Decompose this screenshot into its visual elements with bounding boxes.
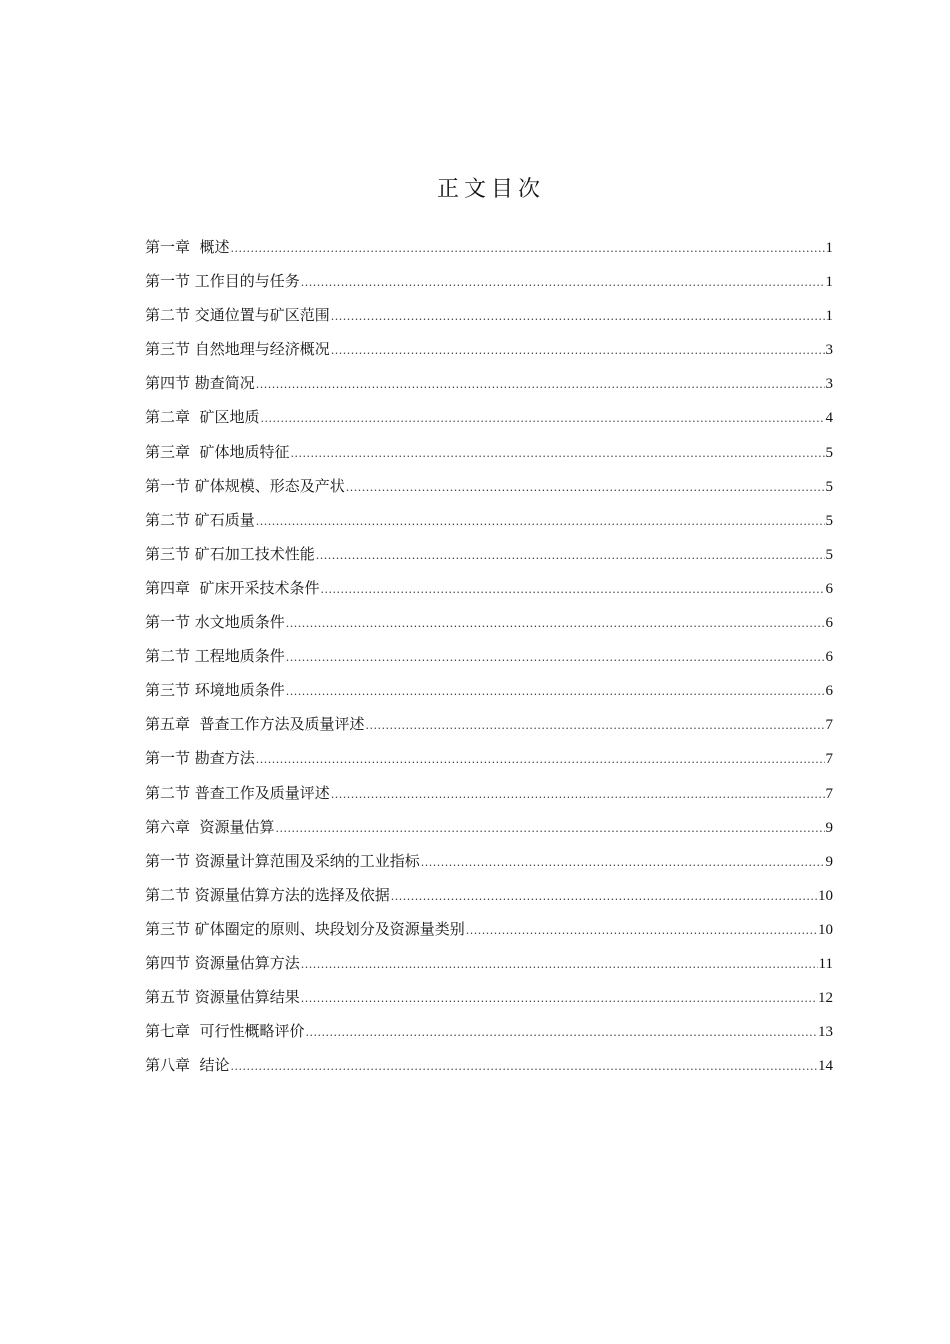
toc-entry-page: 10 xyxy=(818,887,833,904)
toc-entry[interactable] xyxy=(145,645,833,679)
toc-entry[interactable] xyxy=(145,918,833,952)
toc-entry-label: 第三节 自然地理与经济概况 xyxy=(145,340,330,359)
toc-dot-leader xyxy=(466,920,817,942)
toc-entry-page: 9 xyxy=(825,853,833,870)
toc-entry-page: 14 xyxy=(818,1058,833,1075)
toc-entry[interactable] xyxy=(145,372,833,406)
toc-entry-label: 第二节 资源量估算方法的选择及依据 xyxy=(145,885,390,904)
toc-entry-label: 第三节 矿体圈定的原则、块段划分及资源量类别 xyxy=(145,919,465,938)
toc-dot-leader xyxy=(366,715,825,737)
toc-entry-label: 第七章 可行性概略评价 xyxy=(145,1022,305,1041)
toc-entry-label: 第四章 矿床开采技术条件 xyxy=(145,578,320,597)
toc-entry[interactable] xyxy=(145,475,833,509)
toc-entry-label: 第二节 普查工作及质量评述 xyxy=(145,783,330,802)
toc-entry[interactable] xyxy=(145,1054,833,1088)
toc-entry-label: 第三节 矿石加工技术性能 xyxy=(145,544,315,563)
toc-dot-leader xyxy=(286,613,825,635)
toc-entry-label: 第一节 勘查方法 xyxy=(145,749,255,768)
toc-dot-leader xyxy=(306,1022,817,1044)
toc-entry[interactable] xyxy=(145,713,833,747)
toc-dot-leader xyxy=(301,954,818,976)
toc-entry-label: 第四节 资源量估算方法 xyxy=(145,953,300,972)
toc-entry-page: 5 xyxy=(825,512,833,529)
toc-entry-page: 11 xyxy=(818,955,833,972)
toc-entry-page: 1 xyxy=(825,308,833,325)
toc-entry[interactable] xyxy=(145,304,833,338)
toc-entry-label: 第一章 概述 xyxy=(145,238,230,256)
toc-entry[interactable] xyxy=(145,611,833,645)
toc-entry[interactable] xyxy=(145,986,833,1020)
toc-entry-page: 6 xyxy=(825,683,833,700)
toc-entry-page: 7 xyxy=(825,751,833,768)
toc-entry-page: 7 xyxy=(825,717,833,734)
toc-entry-page: 6 xyxy=(825,580,833,597)
toc-entry[interactable] xyxy=(145,850,833,884)
toc-entry-page: 9 xyxy=(825,819,833,836)
toc-dot-leader xyxy=(291,443,825,465)
toc-list xyxy=(145,236,833,1088)
toc-entry-page: 13 xyxy=(818,1024,833,1041)
toc-entry-page: 1 xyxy=(825,240,833,256)
toc-dot-leader xyxy=(316,545,825,567)
toc-entry-label: 第一节 矿体规模、形态及产状 xyxy=(145,476,345,495)
toc-entry-label: 第五章 普查工作方法及质量评述 xyxy=(145,715,365,734)
toc-dot-leader xyxy=(256,749,825,771)
toc-entry[interactable] xyxy=(145,816,833,850)
toc-dot-leader xyxy=(301,272,825,294)
toc-title: 正文目次 xyxy=(436,177,545,202)
toc-dot-leader xyxy=(391,886,817,908)
toc-entry[interactable] xyxy=(145,952,833,986)
toc-entry[interactable] xyxy=(145,543,833,577)
toc-entry[interactable] xyxy=(145,782,833,816)
toc-entry[interactable] xyxy=(145,884,833,918)
toc-entry-label: 第一节 资源量计算范围及采纳的工业指标 xyxy=(145,851,420,870)
toc-entry-label: 第二章 矿区地质 xyxy=(145,408,260,427)
toc-entry-label: 第六章 资源量估算 xyxy=(145,817,275,836)
toc-entry[interactable] xyxy=(145,338,833,372)
toc-dot-leader xyxy=(331,340,825,362)
toc-dot-leader xyxy=(321,579,825,601)
toc-entry[interactable] xyxy=(145,270,833,304)
toc-dot-leader xyxy=(276,818,825,840)
toc-entry-page: 6 xyxy=(825,615,833,632)
toc-entry-label: 第二节 矿石质量 xyxy=(145,510,255,529)
toc-entry-page: 4 xyxy=(825,410,833,427)
toc-entry-page: 5 xyxy=(825,478,833,495)
toc-entry-label: 第一节 水文地质条件 xyxy=(145,613,285,632)
toc-dot-leader xyxy=(286,647,825,669)
toc-entry-label: 第四节 勘查简况 xyxy=(145,374,255,393)
toc-dot-leader xyxy=(231,238,825,260)
toc-dot-leader xyxy=(331,306,825,328)
toc-entry-label: 第三章 矿体地质特征 xyxy=(145,442,290,461)
toc-dot-leader xyxy=(331,784,825,806)
toc-entry-page: 10 xyxy=(818,921,833,938)
toc-entry[interactable] xyxy=(145,1020,833,1054)
toc-entry[interactable] xyxy=(145,509,833,543)
toc-dot-leader xyxy=(256,374,825,396)
toc-entry-page: 6 xyxy=(825,649,833,666)
toc-dot-leader xyxy=(301,988,817,1010)
toc-entry[interactable] xyxy=(145,747,833,781)
toc-entry-page: 5 xyxy=(825,546,833,563)
toc-entry-page: 3 xyxy=(825,342,833,359)
toc-entry-page: 12 xyxy=(818,990,833,1007)
toc-dot-leader xyxy=(261,408,825,430)
toc-entry[interactable] xyxy=(145,236,833,270)
toc-entry[interactable] xyxy=(145,441,833,475)
toc-entry-label: 第二节 交通位置与矿区范围 xyxy=(145,306,330,325)
toc-entry-page: 1 xyxy=(825,274,833,291)
toc-entry-page: 5 xyxy=(825,444,833,461)
toc-dot-leader xyxy=(286,681,825,703)
toc-entry[interactable] xyxy=(145,577,833,611)
toc-entry-label: 第三节 环境地质条件 xyxy=(145,681,285,700)
toc-dot-leader xyxy=(346,477,825,499)
toc-dot-leader xyxy=(421,852,825,874)
toc-entry[interactable] xyxy=(145,406,833,440)
toc-entry-label: 第一节 工作目的与任务 xyxy=(145,272,300,291)
toc-entry-label: 第五节 资源量估算结果 xyxy=(145,988,300,1007)
toc-entry-label: 第八章 结论 xyxy=(145,1056,230,1075)
toc-entry-label: 第二节 工程地质条件 xyxy=(145,647,285,666)
toc-entry[interactable] xyxy=(145,679,833,713)
toc-entry-page: 3 xyxy=(825,376,833,393)
toc-dot-leader xyxy=(256,511,825,533)
toc-entry-page: 7 xyxy=(825,785,833,802)
toc-dot-leader xyxy=(231,1056,817,1078)
